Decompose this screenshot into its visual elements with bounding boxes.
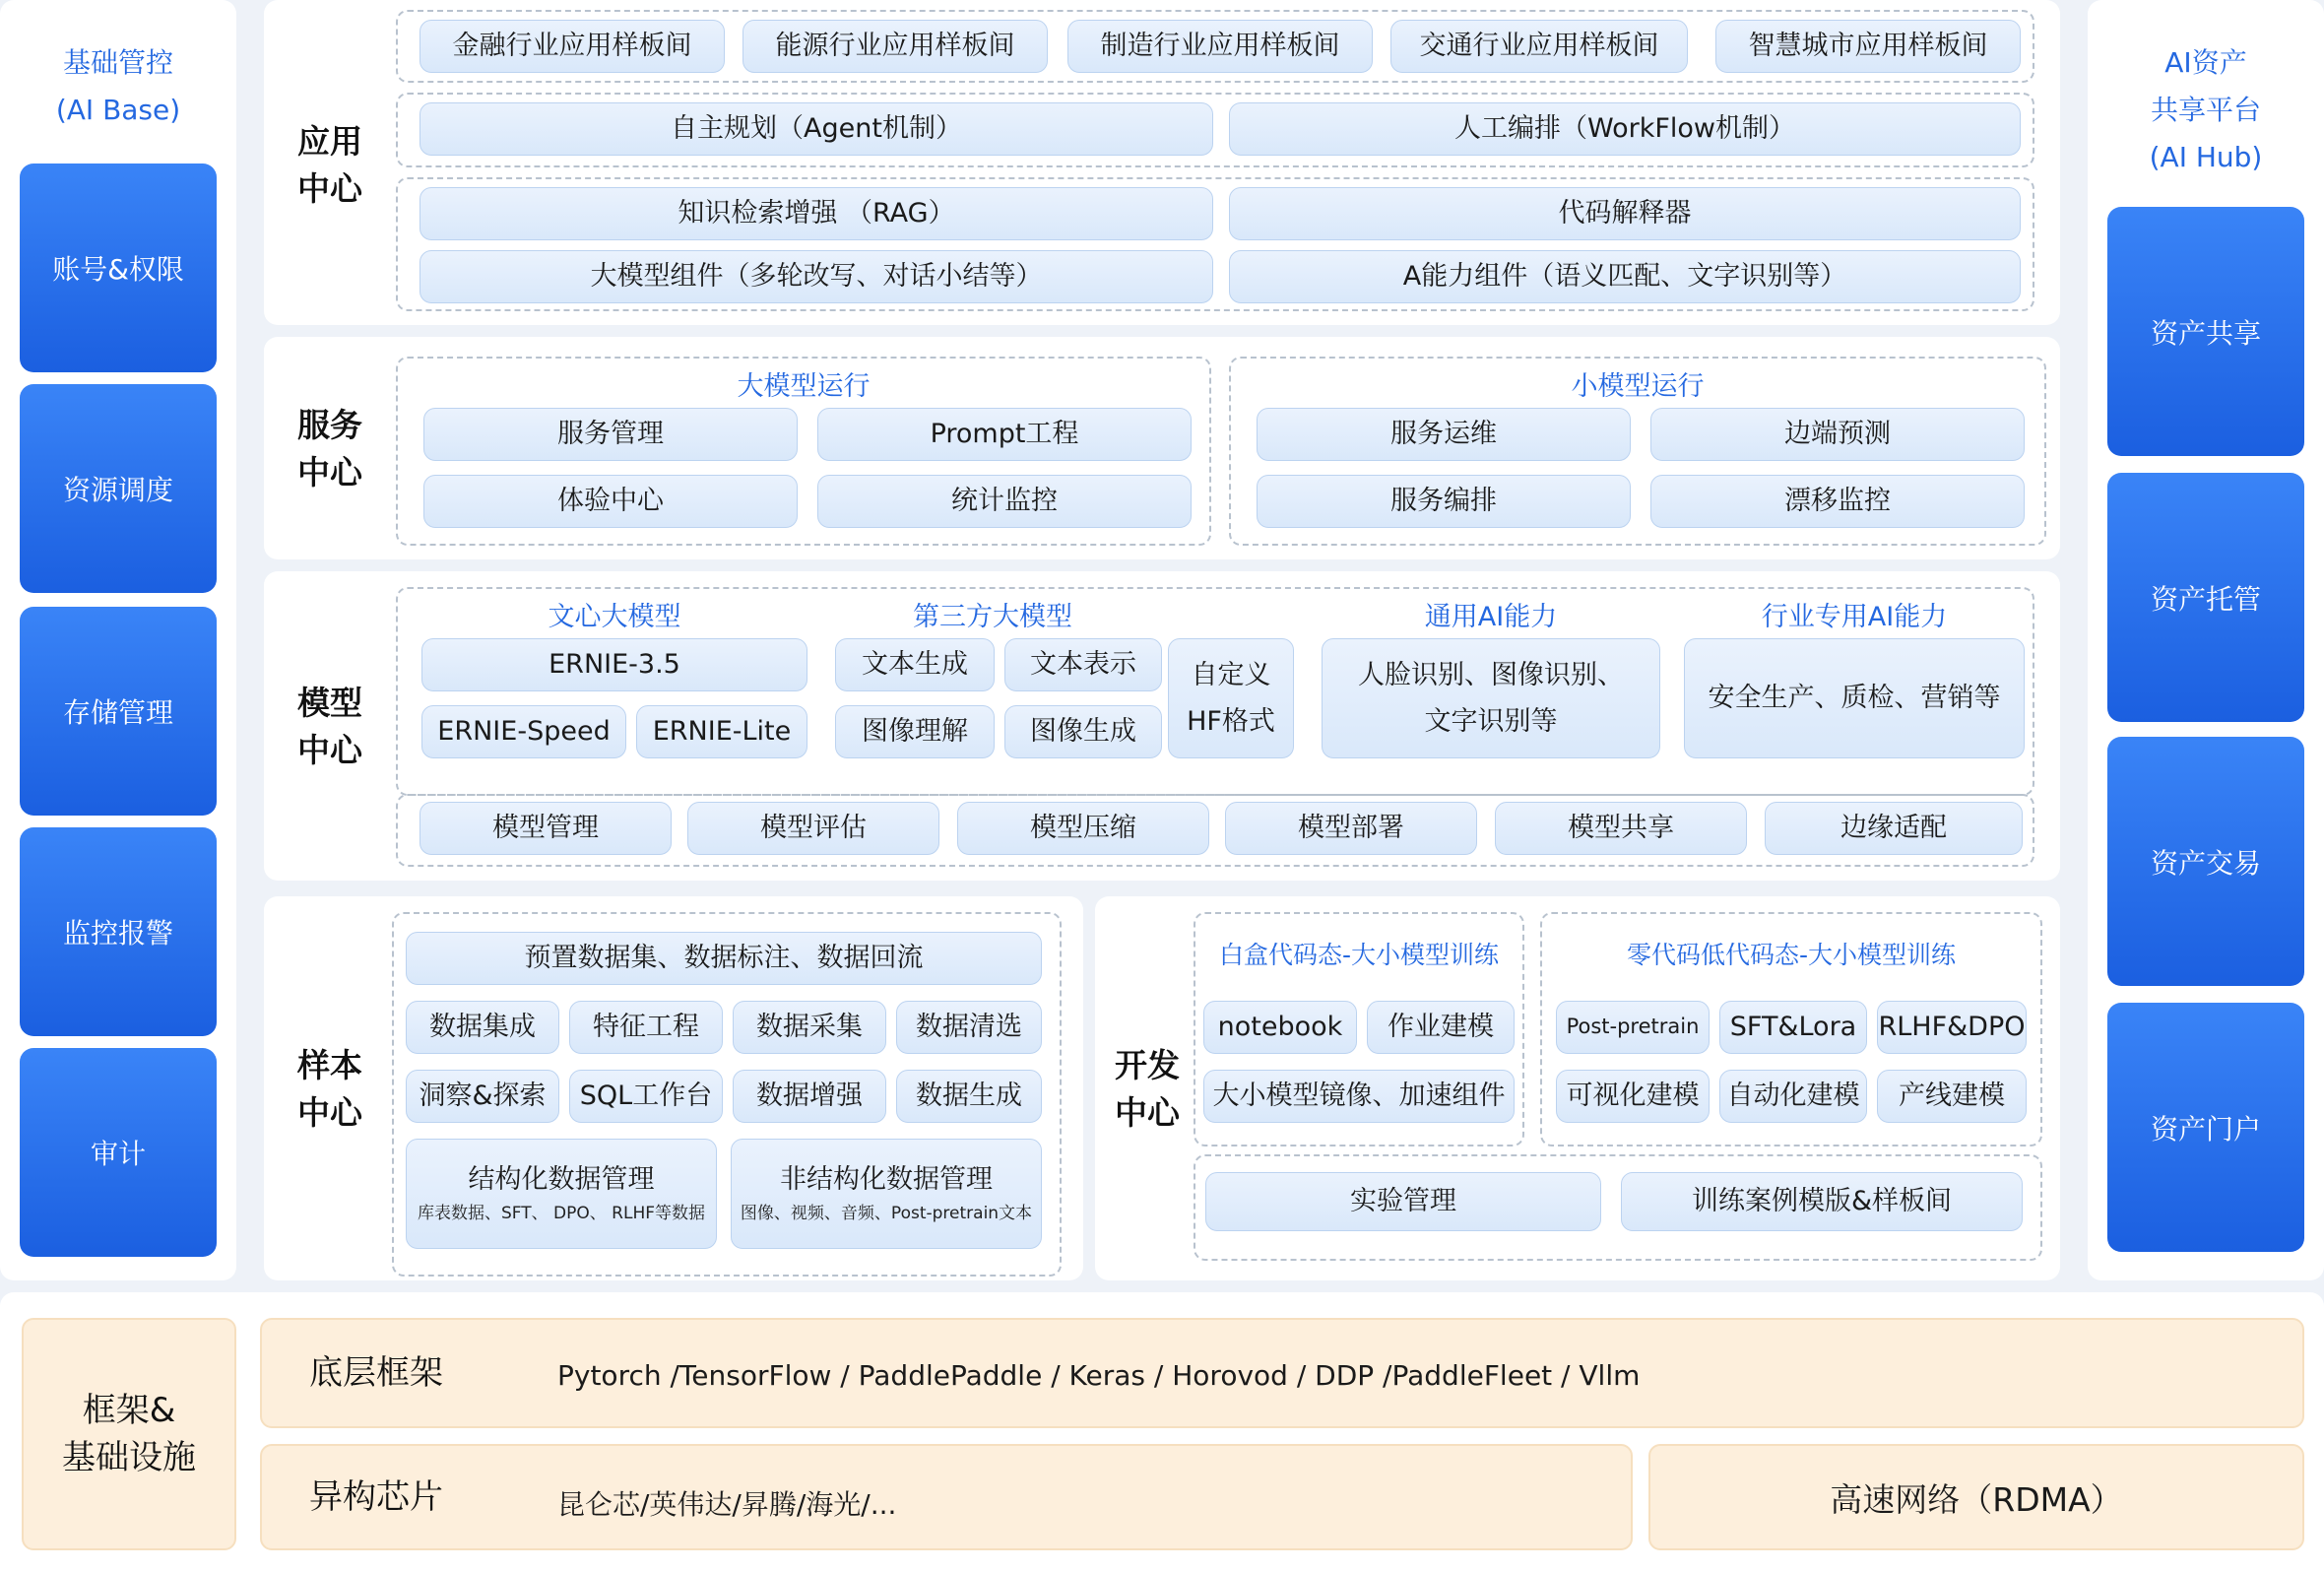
text-repr-box[interactable]: 文本表示 [1004,638,1162,691]
ai-hub-title-line1: AI资产 [2164,46,2247,79]
job-modeling-box[interactable]: 作业建模 [1367,1001,1515,1054]
service-ops-box[interactable]: 服务运维 [1257,408,1631,461]
third-party-title: 第三方大模型 [913,602,1072,632]
ai-base-item-resource[interactable]: 资源调度 [20,384,217,593]
app-center-label [297,118,362,213]
small-model-run-title: 小模型运行 [1571,371,1705,402]
framework-row [260,1318,2304,1428]
ai-hub-title-line3: (AI Hub) [2149,141,2263,173]
template-transport[interactable]: 交通行业应用样板间 [1390,20,1688,73]
feature-eng-box[interactable]: 特征工程 [569,1001,723,1054]
custom-hf-line2: HF格式 [1187,706,1275,737]
structured-data-box[interactable] [406,1139,717,1249]
service-mgmt-box[interactable]: 服务管理 [423,408,798,461]
visual-modeling-box[interactable]: 可视化建模 [1556,1070,1710,1123]
infra-label-2: 基础设施 [62,1438,196,1477]
experience-center-box[interactable]: 体验中心 [423,475,798,528]
prompt-eng-box[interactable]: Prompt工程 [817,408,1192,461]
service-center-panel [264,337,2060,559]
code-interpreter-box[interactable]: 代码解释器 [1229,187,2021,240]
model-center-label [297,680,362,774]
chip-label: 异构芯片 [309,1477,443,1517]
unstructured-data-sub: 图像、视频、音频、Post-pretrain文本 [740,1204,1033,1223]
image-gen-box[interactable]: 图像生成 [1004,705,1162,758]
sft-lora-box[interactable]: SFT&Lora [1719,1001,1867,1054]
training-template-box[interactable]: 训练案例模版&样板间 [1621,1172,2023,1231]
template-smart-city[interactable]: 智慧城市应用样板间 [1715,20,2021,73]
edge-predict-box[interactable]: 边端预测 [1650,408,2025,461]
ai-component-box[interactable]: A能力组件（语义匹配、文字识别等） [1229,250,2021,303]
dev-center-label-1: 开发 [1115,1046,1180,1084]
edge-adapt-box[interactable]: 边缘适配 [1765,802,2023,855]
model-mgmt-box[interactable]: 模型管理 [420,802,672,855]
general-ai-line1: 人脸识别、图像识别、 [1358,659,1624,690]
ai-hub-item-portal[interactable]: 资产门户 [2107,1003,2304,1252]
sample-center-panel [264,896,1083,1280]
model-eval-box[interactable]: 模型评估 [687,802,939,855]
sample-center-label-2: 中心 [297,1093,362,1132]
infra-label-box [22,1318,236,1550]
post-pretrain-box[interactable]: Post-pretrain [1556,1001,1710,1054]
ernie-lite-box[interactable]: ERNIE-Lite [636,705,807,758]
ernie-speed-box[interactable]: ERNIE-Speed [421,705,626,758]
ai-base-title [0,39,236,134]
ai-base-item-storage[interactable]: 存储管理 [20,607,217,816]
experiment-mgmt-box[interactable]: 实验管理 [1205,1172,1601,1231]
data-augment-box[interactable]: 数据增强 [733,1070,886,1123]
unstructured-data-box[interactable] [731,1139,1042,1249]
service-orchestration-box[interactable]: 服务编排 [1257,475,1631,528]
sample-center-label-1: 样本 [297,1046,362,1084]
ai-base-item-account[interactable]: 账号&权限 [20,164,217,372]
rlhf-dpo-box[interactable]: RLHF&DPO [1877,1001,2027,1054]
general-ai-line2: 文字识别等 [1424,706,1558,737]
model-share-box[interactable]: 模型共享 [1495,802,1747,855]
app-center-panel [264,0,2060,325]
dev-center-panel [1095,896,2060,1280]
template-manufacturing[interactable]: 制造行业应用样板间 [1067,20,1373,73]
app-center-label-1: 应用 [297,122,362,161]
image-understand-box[interactable]: 图像理解 [835,705,995,758]
ai-hub-title-line2: 共享平台 [2150,94,2261,126]
ai-base-panel [0,0,236,1280]
model-deploy-box[interactable]: 模型部署 [1225,802,1477,855]
general-ai-box[interactable] [1322,638,1660,758]
ai-base-item-audit[interactable]: 审计 [20,1048,217,1257]
ai-base-title-line1: 基础管控 [62,46,173,79]
mirror-accel-box[interactable]: 大小模型镜像、加速组件 [1203,1070,1515,1123]
ai-hub-item-hosting[interactable]: 资产托管 [2107,473,2304,722]
dev-center-label-2: 中心 [1115,1093,1180,1132]
model-center-panel [264,571,2060,881]
drift-monitor-box[interactable]: 漂移监控 [1650,475,2025,528]
industry-ai-box[interactable]: 安全生产、质检、营销等 [1684,638,2025,758]
stats-monitor-box[interactable]: 统计监控 [817,475,1192,528]
framework-text: Pytorch /TensorFlow / PaddlePaddle / Keras / Horovod / DDP /PaddleFleet / Vllm [557,1359,1641,1392]
service-center-label-1: 服务 [297,406,362,444]
data-generate-box[interactable]: 数据生成 [896,1070,1042,1123]
data-clean-box[interactable]: 数据清选 [896,1001,1042,1054]
llm-component-box[interactable]: 大模型组件（多轮改写、对话小结等） [420,250,1213,303]
infra-label [62,1387,196,1481]
general-ai-title: 通用AI能力 [1424,602,1558,632]
wenxin-title: 文心大模型 [548,602,681,632]
agent-box[interactable]: 自主规划（Agent机制） [420,102,1213,156]
text-gen-box[interactable]: 文本生成 [835,638,995,691]
ernie-35-box[interactable]: ERNIE-3.5 [421,638,807,691]
service-center-label [297,402,362,496]
large-model-run-title: 大模型运行 [737,371,871,402]
template-finance[interactable]: 金融行业应用样板间 [420,20,725,73]
auto-modeling-box[interactable]: 自动化建模 [1719,1070,1867,1123]
chip-text: 昆仑芯/英伟达/昇腾/海光/... [557,1488,897,1521]
service-center-label-2: 中心 [297,453,362,491]
ai-hub-item-trade[interactable]: 资产交易 [2107,737,2304,986]
network-text: 高速网络（RDMA） [1830,1479,2123,1519]
lowcode-title: 零代码低代码态-大小模型训练 [1626,941,1957,969]
ai-hub-title [2088,39,2324,181]
template-energy[interactable]: 能源行业应用样板间 [742,20,1048,73]
structured-data-title: 结构化数据管理 [468,1163,655,1195]
sample-center-label [297,1042,362,1137]
framework-label: 底层框架 [309,1353,443,1393]
data-integration-box[interactable]: 数据集成 [406,1001,559,1054]
workflow-box[interactable]: 人工编排（WorkFlow机制） [1229,102,2021,156]
custom-hf-line1: 自定义 [1191,659,1271,690]
sql-workbench-box[interactable]: SQL工作台 [569,1070,723,1123]
ai-hub-panel [2088,0,2324,1280]
preset-dataset-box[interactable]: 预置数据集、数据标注、数据回流 [406,932,1042,985]
model-compress-box[interactable]: 模型压缩 [957,802,1209,855]
model-center-label-2: 中心 [297,731,362,769]
network-row [1648,1444,2304,1550]
unstructured-data-title: 非结构化数据管理 [780,1163,993,1195]
custom-hf-box[interactable] [1168,638,1294,758]
infra-label-1: 框架& [82,1391,176,1430]
whitebox-title: 白盒代码态-大小模型训练 [1218,941,1500,969]
data-collect-box[interactable]: 数据采集 [733,1001,886,1054]
pipeline-modeling-box[interactable]: 产线建模 [1877,1070,2027,1123]
dev-center-label [1115,1042,1180,1137]
rag-box[interactable]: 知识检索增强 （RAG） [420,187,1213,240]
ai-base-item-monitor[interactable]: 监控报警 [20,827,217,1036]
insight-explore-box[interactable]: 洞察&探索 [406,1070,559,1123]
ai-base-title-line2: (AI Base) [55,94,181,126]
ai-hub-item-share[interactable]: 资产共享 [2107,207,2304,456]
chip-row [260,1444,1633,1550]
app-center-label-2: 中心 [297,169,362,208]
infra-panel [0,1292,2324,1572]
model-center-label-1: 模型 [297,684,362,722]
structured-data-sub: 库表数据、SFT、 DPO、 RLHF等数据 [417,1204,706,1223]
notebook-box[interactable]: notebook [1203,1001,1357,1054]
industry-ai-title: 行业专用AI能力 [1761,602,1948,632]
